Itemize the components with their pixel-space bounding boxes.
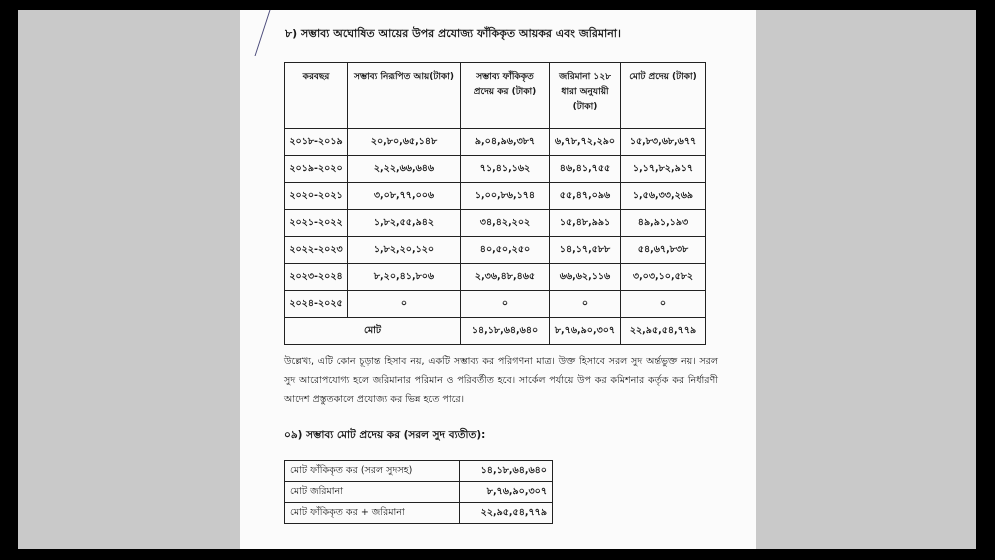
cell-penalty: ০ [550,291,621,318]
summary-label: মোট জরিমানা [285,482,460,503]
cell-penalty: ৫৫,৪৭,০৯৬ [550,183,621,210]
cell-tax: ৪০,৫০,২৫০ [461,237,550,264]
section-9-heading: ০৯) সম্ভাব্য মোট প্রদেয় কর (সরল সুদ ব্যতীত): [284,429,486,441]
summary-value: ৮,৭৬,৯০,৩০৭ [460,482,553,503]
cell-total: ১৫,৮৩,৬৮,৬৭৭ [621,129,706,156]
cell-total: ৫৪,৬৭,৮৩৮ [621,237,706,264]
table-total-row [285,318,706,345]
cell-tax: ২,৩৬,৪৮,৪৬৫ [461,264,550,291]
cell-income: ১,৮২,৫৫,৯৪২ [348,210,461,237]
cell-penalty: ১৪,১৭,৫৮৮ [550,237,621,264]
table-row [285,156,706,183]
cell-total: ০ [621,291,706,318]
summary-value: ২২,৯৫,৫৪,৭৭৯ [460,503,553,524]
cell-total: ৩,০৩,১০,৫৮২ [621,264,706,291]
header-tax-year: করবছর [285,63,348,129]
total-payable: ২২,৯৫,৫৪,৭৭৯ [621,318,706,345]
header-total-payable: মোট প্রদেয় (টাকা) [621,63,706,129]
cell-tax: ০ [461,291,550,318]
summary-value: ১৪,১৮,৬৪,৬৪০ [460,461,553,482]
cell-year: ২০২১-২০২২ [285,210,348,237]
cell-penalty: ৪৬,৪১,৭৫৫ [550,156,621,183]
cell-income: ০ [348,291,461,318]
summary-label: মোট ফাঁকিকৃত কর (সরল সুদসহ) [285,461,460,482]
summary-label: মোট ফাঁকিকৃত কর + জরিমানা [285,503,460,524]
table-row [285,129,706,156]
cell-tax: ১,০০,৮৬,১৭৪ [461,183,550,210]
cell-tax: ৯,০৪,৯৬,৩৮৭ [461,129,550,156]
header-penalty: জরিমানা ১২৮ ধারা অনুযায়ী (টাকা) [550,63,621,129]
table-row [285,264,706,291]
table-row [285,183,706,210]
tax-table-header-row [285,63,706,129]
cell-income: ৩,০৮,৭৭,০০৬ [348,183,461,210]
cell-year: ২০২০-২০২১ [285,183,348,210]
cell-penalty: ১৫,৪৮,৯৯১ [550,210,621,237]
cell-year: ২০২৪-২০২৫ [285,291,348,318]
cell-year: ২০২৩-২০২৪ [285,264,348,291]
header-assessed-income: সম্ভাব্য নিরূপিত আয়(টাকা) [348,63,461,129]
summary-row [285,461,553,482]
tax-table [284,62,706,345]
summary-row [285,503,553,524]
cell-penalty: ৬,৭৮,৭২,২৯০ [550,129,621,156]
disclaimer-note: উল্লেখ্য, এটি কোন চূড়ান্ত হিসাব নয়, একটি সম্ভাব্য কর পরিগণনা মাত্র। উক্ত হিসাবে সরল সুদ অর্ন্তভুক্ত নয়। সরল সুদ আরোপযোগ্য হলে জরিমানার পরিমান ও পরিবর্তীত হবে। সার্কেল পর্যায়ে উপ কর কমিশনার কর্তৃক কর নির্ধারণী আদেশ প্রস্তুতকালে প্রযোজ্য কর ভিন্ন হতে পারে। [284,356,718,405]
total-label: মোট [285,318,461,345]
cell-tax: ৭১,৪১,১৬২ [461,156,550,183]
cell-total: ১,১৭,৮২,৯১৭ [621,156,706,183]
cell-total: ১,৫৬,৩৩,২৬৯ [621,183,706,210]
cell-total: ৪৯,৯১,১৯৩ [621,210,706,237]
cell-income: ৮,২০,৪১,৮০৬ [348,264,461,291]
cell-income: ১,৮২,২০,১২০ [348,237,461,264]
cell-income: ২,২২,৬৬,৬৪৬ [348,156,461,183]
cell-year: ২০১৯-২০২০ [285,156,348,183]
cell-year: ২০১৮-২০১৯ [285,129,348,156]
summary-row [285,482,553,503]
cell-tax: ৩৪,৪২,২০২ [461,210,550,237]
cell-income: ২০,৮০,৬৫,১৪৮ [348,129,461,156]
cell-year: ২০২২-২০২৩ [285,237,348,264]
table-row [285,210,706,237]
section-8-heading: ৮) সম্ভাব্য অঘোষিত আয়ের উপর প্রযোজ্য ফাঁকিকৃত আয়কর এবং জরিমানা। [285,27,621,40]
table-row [285,237,706,264]
table-row [285,291,706,318]
total-tax: ১৪,১৮,৬৪,৬৪০ [461,318,550,345]
header-evaded-tax: সম্ভাব্য ফাঁকিকৃত প্রদেয় কর (টাকা) [461,63,550,129]
total-penalty: ৮,৭৬,৯০,৩০৭ [550,318,621,345]
summary-table [284,460,553,524]
cell-penalty: ৬৬,৬২,১১৬ [550,264,621,291]
